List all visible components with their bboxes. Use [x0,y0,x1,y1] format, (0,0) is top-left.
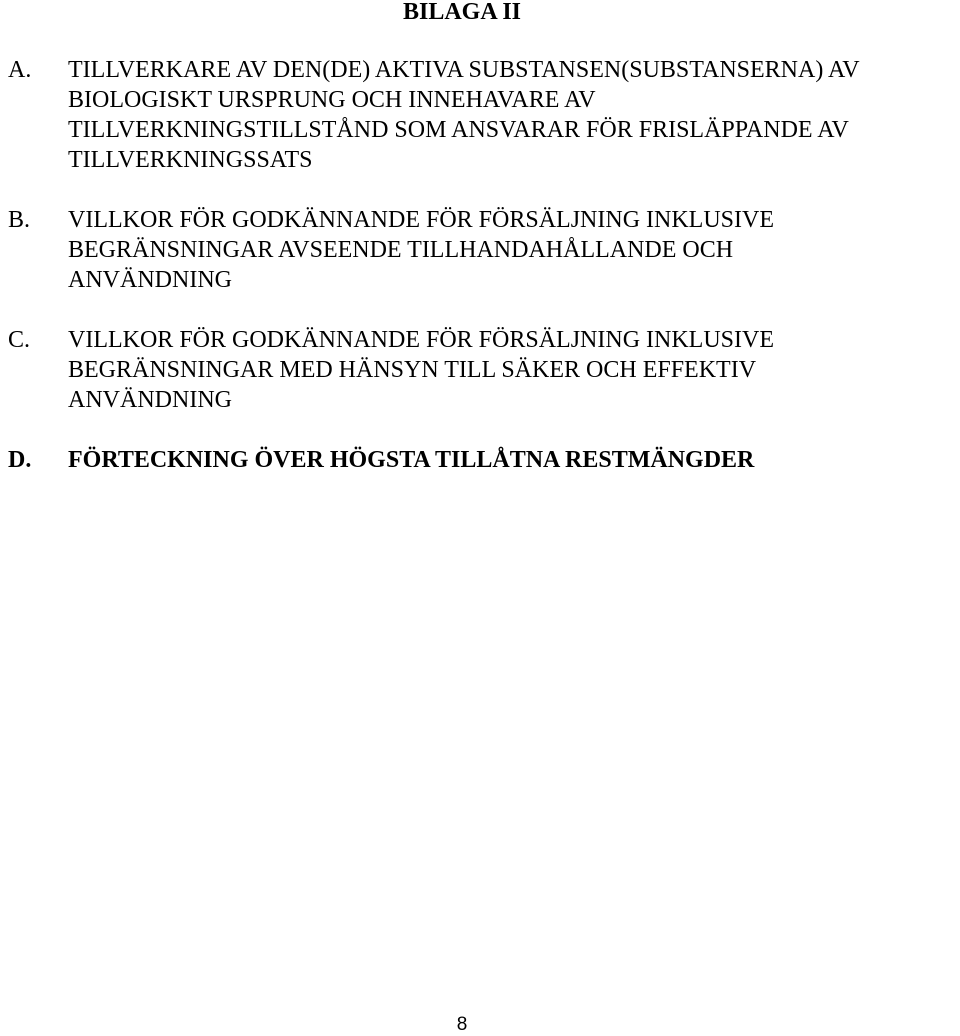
section-heading-line: TILLVERKNINGSSATS [68,147,313,173]
section-heading-line: ANVÄNDNING [68,267,232,293]
section-heading-line: BEGRÄNSNINGAR MED HÄNSYN TILL SÄKER OCH EFFEKTIV [68,357,757,383]
page-number: 8 [456,1014,468,1035]
section-heading-line: BIOLOGISKT URSPRUNG OCH INNEHAVARE AV [68,87,596,113]
section-heading-line: FÖRTECKNING ÖVER HÖGSTA TILLÅTNA RESTMÄNGDER [68,447,755,473]
section-heading [68,205,950,295]
section-heading [68,445,950,475]
section-letter: D. [8,447,32,473]
section-heading-line: TILLVERKNINGSTILLSTÅND SOM ANSVARAR FÖR FRISLÄPPANDE AV [68,117,849,143]
section-d [0,445,950,475]
section-heading-line: ANVÄNDNING [68,387,232,413]
section-heading [68,325,950,415]
section-heading-line: VILLKOR FÖR GODKÄNNANDE FÖR FÖRSÄLJNING INKLUSIVE [68,207,775,233]
section-heading-line: TILLVERKARE AV DEN(DE) AKTIVA SUBSTANSEN(SUBSTANSERNA) AV [68,57,860,83]
section-heading-line: VILLKOR FÖR GODKÄNNANDE FÖR FÖRSÄLJNING INKLUSIVE [68,327,775,353]
document-title: BILAGA II [402,0,522,25]
section-letter: A. [8,57,32,83]
section-a [0,55,950,175]
section-c [0,325,950,415]
section-letter: B. [8,207,31,233]
section-b [0,205,950,295]
section-heading [68,55,950,175]
section-heading-line: BEGRÄNSNINGAR AVSEENDE TILLHANDAHÅLLANDE OCH [68,237,734,263]
section-letter: C. [8,327,31,353]
